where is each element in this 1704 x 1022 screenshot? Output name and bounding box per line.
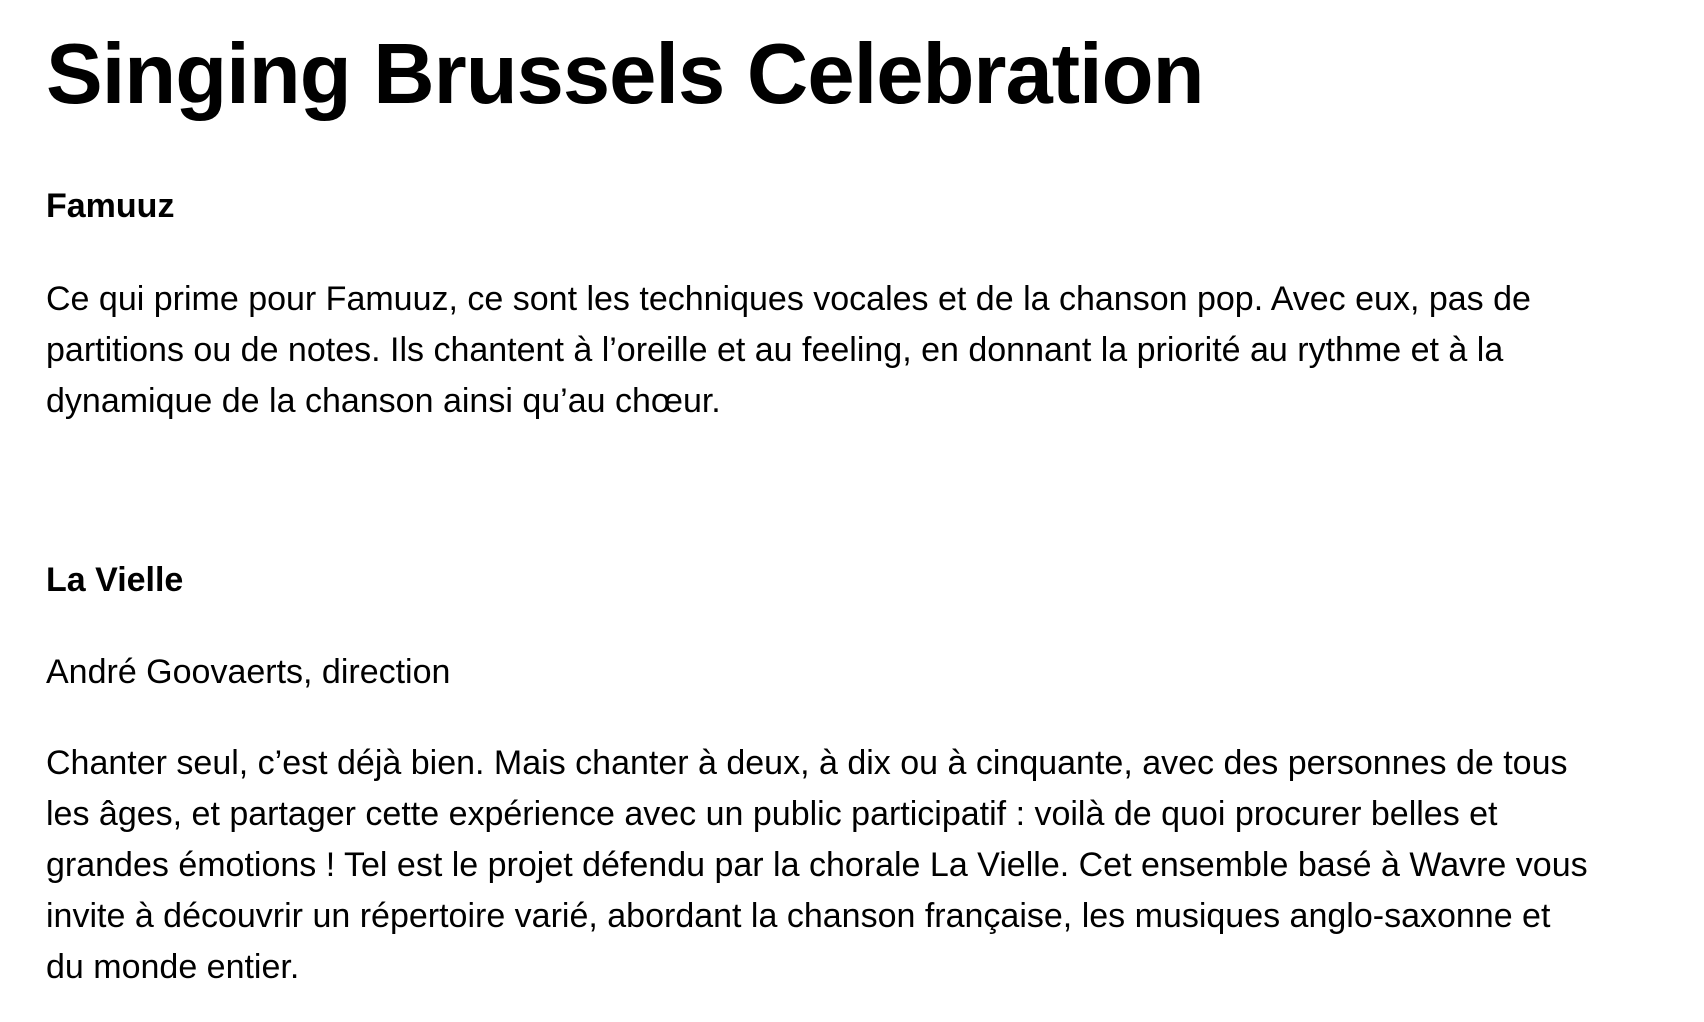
page-title: Singing Brussels Celebration	[46, 27, 1204, 122]
paragraph-line: dynamique de la chanson ainsi qu’au chœur.	[46, 382, 721, 420]
paragraph-line: partitions ou de notes. Ils chantent à l’oreille et au feeling, en donnant la priorité au rythme et à la	[46, 331, 1504, 369]
section-paragraph-famuuz	[46, 274, 1676, 427]
subtitle-line: André Goovaerts, direction	[46, 653, 451, 691]
paragraph-line: grandes émotions ! Tel est le projet défendu par la chorale La Vielle. Cet ensemble basé à Wavre vous	[46, 846, 1588, 884]
paragraph-line: Chanter seul, c’est déjà bien. Mais chanter à deux, à dix ou à cinquante, avec des personnes de tous	[46, 744, 1568, 782]
paragraph-line: invite à découvrir un répertoire varié, abordant la chanson française, les musiques anglo-saxonne et	[46, 897, 1551, 935]
paragraph-line: Ce qui prime pour Famuuz, ce sont les techniques vocales et de la chanson pop. Avec eux, pas de	[46, 280, 1531, 318]
section-paragraph-la-vielle	[46, 738, 1676, 993]
section-heading-famuuz: Famuuz	[46, 187, 175, 225]
section-subtitle-la-vielle	[46, 647, 1676, 698]
section-heading-la-vielle: La Vielle	[46, 561, 184, 599]
paragraph-line: du monde entier.	[46, 948, 300, 986]
paragraph-line: les âges, et partager cette expérience avec un public participatif : voilà de quoi procurer belles et	[46, 795, 1498, 833]
